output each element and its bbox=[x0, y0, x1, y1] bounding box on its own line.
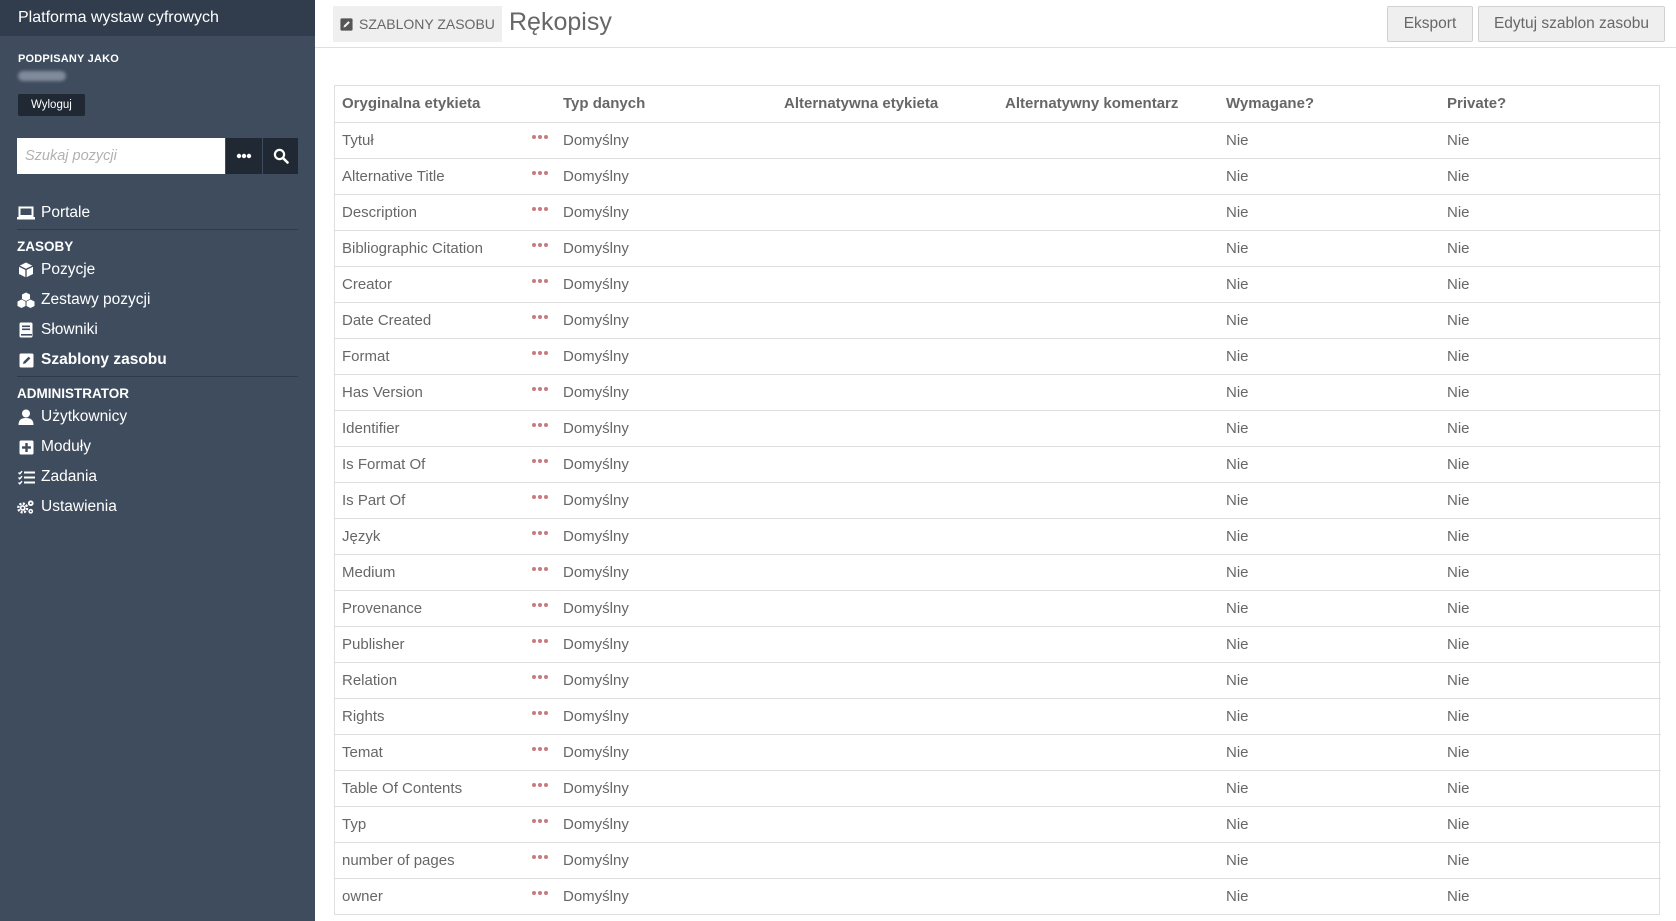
more-options-icon[interactable] bbox=[532, 891, 548, 895]
cell-type: Domyślny bbox=[556, 698, 777, 734]
cell-type: Domyślny bbox=[556, 338, 777, 374]
cell-required: Nie bbox=[1219, 338, 1440, 374]
breadcrumb-label: SZABLONY ZASOBU bbox=[359, 16, 495, 32]
cell-type: Domyślny bbox=[556, 554, 777, 590]
logout-button[interactable]: Wyloguj bbox=[18, 94, 85, 116]
cell-alt-label bbox=[777, 626, 998, 662]
cell-type: Domyślny bbox=[556, 194, 777, 230]
edit-template-button[interactable]: Edytuj szablon zasobu bbox=[1478, 6, 1665, 42]
cell-alt-comment bbox=[998, 230, 1219, 266]
original-label-cell bbox=[335, 374, 556, 410]
original-label-cell bbox=[335, 122, 556, 158]
sidebar-item-users[interactable] bbox=[17, 402, 298, 432]
sidebar-item-label: Zadania bbox=[41, 468, 98, 485]
properties-table bbox=[335, 86, 1661, 914]
cell-alt-label bbox=[777, 338, 998, 374]
page-header bbox=[315, 0, 1676, 48]
more-options-icon[interactable] bbox=[532, 135, 548, 139]
more-options-icon[interactable] bbox=[532, 747, 548, 751]
table-row bbox=[335, 806, 1661, 842]
edit-square-icon bbox=[340, 18, 353, 31]
property-label: Relation bbox=[342, 671, 398, 689]
cell-alt-comment bbox=[998, 374, 1219, 410]
original-label-cell bbox=[335, 554, 556, 590]
cell-required: Nie bbox=[1219, 590, 1440, 626]
cell-type: Domyślny bbox=[556, 626, 777, 662]
table-row bbox=[335, 770, 1661, 806]
cell-alt-label bbox=[777, 302, 998, 338]
original-label-cell bbox=[335, 626, 556, 662]
original-label-cell bbox=[335, 266, 556, 302]
cell-required: Nie bbox=[1219, 266, 1440, 302]
property-label: Język bbox=[342, 527, 381, 545]
nav-divider bbox=[17, 229, 298, 230]
table-row bbox=[335, 518, 1661, 554]
brand-title[interactable]: Platforma wystaw cyfrowych bbox=[0, 0, 315, 36]
tasks-icon bbox=[17, 468, 35, 486]
cell-required: Nie bbox=[1219, 482, 1440, 518]
sidebar-item-vocabularies[interactable] bbox=[17, 315, 298, 345]
more-options-icon[interactable] bbox=[532, 639, 548, 643]
column-header: Alternatywny komentarz bbox=[998, 86, 1219, 122]
plus-square-icon bbox=[17, 438, 35, 456]
table-row bbox=[335, 266, 1661, 302]
cell-type: Domyślny bbox=[556, 446, 777, 482]
cell-type: Domyślny bbox=[556, 770, 777, 806]
cell-required: Nie bbox=[1219, 446, 1440, 482]
cell-required: Nie bbox=[1219, 302, 1440, 338]
original-label-cell bbox=[335, 878, 556, 914]
more-options-icon[interactable] bbox=[532, 279, 548, 283]
cell-type: Domyślny bbox=[556, 374, 777, 410]
cell-private: Nie bbox=[1440, 338, 1661, 374]
table-row bbox=[335, 194, 1661, 230]
cell-required: Nie bbox=[1219, 518, 1440, 554]
property-label: Identifier bbox=[342, 419, 400, 437]
cell-alt-comment bbox=[998, 410, 1219, 446]
property-label: number of pages bbox=[342, 851, 455, 869]
property-label: Description bbox=[342, 203, 418, 221]
properties-table-container bbox=[334, 85, 1660, 915]
cell-type: Domyślny bbox=[563, 131, 629, 149]
more-options-icon[interactable] bbox=[532, 243, 548, 247]
cell-alt-label bbox=[777, 446, 998, 482]
cell-alt-label bbox=[777, 590, 998, 626]
sidebar-nav bbox=[17, 198, 298, 522]
table-row bbox=[335, 590, 1661, 626]
cell-alt-comment bbox=[998, 122, 1219, 158]
original-label-cell bbox=[335, 302, 556, 338]
cell-private: Nie bbox=[1440, 446, 1661, 482]
cell-private: Nie bbox=[1440, 554, 1661, 590]
search-input[interactable] bbox=[17, 138, 225, 174]
property-label: Rights bbox=[342, 707, 385, 725]
cell-private: Nie bbox=[1440, 518, 1661, 554]
original-label-cell bbox=[335, 482, 556, 518]
cell-alt-label bbox=[777, 266, 998, 302]
table-row bbox=[335, 158, 1661, 194]
sidebar-item-label: Zestawy pozycji bbox=[41, 291, 151, 308]
more-options-icon[interactable] bbox=[532, 495, 548, 499]
cell-private: Nie bbox=[1440, 158, 1661, 194]
cell-private: Nie bbox=[1440, 266, 1661, 302]
cell-alt-label bbox=[777, 230, 998, 266]
cell-private: Nie bbox=[1440, 734, 1661, 770]
sidebar-item-label: Słowniki bbox=[41, 321, 98, 338]
cell-alt-comment bbox=[998, 770, 1219, 806]
cell-type: Domyślny bbox=[556, 266, 777, 302]
table-row bbox=[335, 662, 1661, 698]
property-label: owner bbox=[342, 887, 383, 905]
cell-type: Domyślny bbox=[556, 806, 777, 842]
cell-type: Domyślny bbox=[556, 410, 777, 446]
more-options-icon[interactable] bbox=[532, 387, 548, 391]
cell-alt-comment bbox=[998, 698, 1219, 734]
cogs-icon bbox=[17, 498, 35, 516]
cell-required: Nie bbox=[1219, 878, 1440, 914]
sidebar-item-label: Pozycje bbox=[41, 261, 96, 278]
cell-required: Nie bbox=[1219, 230, 1440, 266]
sidebar-item-jobs[interactable] bbox=[17, 462, 298, 492]
more-options-icon[interactable] bbox=[532, 315, 548, 319]
column-header: Private? bbox=[1440, 86, 1661, 122]
column-header: Wymagane? bbox=[1219, 86, 1440, 122]
more-options-icon[interactable] bbox=[532, 675, 548, 679]
sidebar-item-label: Ustawienia bbox=[41, 498, 117, 515]
cell-alt-label bbox=[777, 194, 998, 230]
sidebar-item-portals[interactable] bbox=[17, 198, 298, 228]
user-name-redacted[interactable] bbox=[18, 71, 66, 81]
cubes-icon bbox=[17, 291, 35, 309]
cell-alt-label bbox=[777, 698, 998, 734]
search-form bbox=[17, 138, 298, 174]
user-icon bbox=[17, 408, 35, 426]
property-label: Format bbox=[342, 347, 390, 365]
cell-private: Nie bbox=[1440, 770, 1661, 806]
cell-alt-comment bbox=[998, 662, 1219, 698]
search-icon bbox=[273, 148, 289, 164]
nav-heading-admin: ADMINISTRATOR bbox=[17, 386, 129, 401]
cell-required: Nie bbox=[1219, 770, 1440, 806]
cell-required: Nie bbox=[1219, 158, 1440, 194]
advanced-search-button[interactable] bbox=[226, 138, 262, 174]
original-label-cell bbox=[335, 158, 556, 194]
cell-type: Domyślny bbox=[556, 482, 777, 518]
more-options-icon[interactable] bbox=[532, 531, 548, 535]
property-label: Publisher bbox=[342, 635, 405, 653]
cell-private: Nie bbox=[1440, 698, 1661, 734]
table-row bbox=[335, 338, 1661, 374]
cell-alt-comment bbox=[998, 842, 1219, 878]
cell-private: Nie bbox=[1447, 131, 1470, 149]
cell-type: Domyślny bbox=[556, 158, 777, 194]
column-header: Alternatywna etykieta bbox=[777, 86, 998, 122]
cell-private: Nie bbox=[1440, 374, 1661, 410]
cell-type: Domyślny bbox=[556, 734, 777, 770]
cell-private: Nie bbox=[1440, 230, 1661, 266]
table-row bbox=[335, 698, 1661, 734]
property-label: Date Created bbox=[342, 311, 432, 329]
cell-private: Nie bbox=[1440, 806, 1661, 842]
cell-alt-label bbox=[777, 482, 998, 518]
cell-type: Domyślny bbox=[556, 518, 777, 554]
column-header: Oryginalna etykieta bbox=[335, 86, 556, 122]
property-label: Is Part Of bbox=[342, 491, 406, 509]
original-label-cell bbox=[335, 806, 556, 842]
table-row bbox=[335, 122, 1661, 158]
sidebar-item-resource-templates[interactable] bbox=[17, 345, 298, 375]
cell-alt-comment bbox=[998, 518, 1219, 554]
table-header-row bbox=[335, 86, 1661, 122]
laptop-icon bbox=[17, 204, 35, 222]
cell-alt-comment bbox=[998, 878, 1219, 914]
property-label: Has Version bbox=[342, 383, 423, 401]
cell-alt-comment bbox=[998, 806, 1219, 842]
property-label: Typ bbox=[342, 815, 367, 833]
nav-heading-resources: ZASOBY bbox=[17, 239, 74, 254]
table-row bbox=[335, 878, 1661, 914]
cell-alt-label bbox=[777, 878, 998, 914]
more-options-icon[interactable] bbox=[532, 855, 548, 859]
sidebar-item-label: Moduły bbox=[41, 438, 91, 455]
table-row bbox=[335, 410, 1661, 446]
cell-required: Nie bbox=[1219, 374, 1440, 410]
cell-type: Domyślny bbox=[556, 590, 777, 626]
cell-alt-comment bbox=[998, 590, 1219, 626]
property-label: Provenance bbox=[342, 599, 423, 617]
sidebar-item-item-sets[interactable] bbox=[17, 285, 298, 315]
page-title: Rękopisy bbox=[509, 8, 612, 36]
cell-private: Nie bbox=[1440, 626, 1661, 662]
cell-private: Nie bbox=[1440, 590, 1661, 626]
cell-alt-label bbox=[777, 554, 998, 590]
table-row bbox=[335, 230, 1661, 266]
cell-private: Nie bbox=[1440, 878, 1661, 914]
property-label: Temat bbox=[342, 743, 383, 761]
cell-alt-comment bbox=[998, 446, 1219, 482]
signed-in-label: PODPISANY JAKO bbox=[18, 53, 120, 65]
search-submit-button[interactable] bbox=[263, 138, 298, 174]
column-header: Typ danych bbox=[556, 86, 777, 122]
more-options-icon[interactable] bbox=[532, 567, 548, 571]
more-options-icon[interactable] bbox=[532, 819, 548, 823]
cube-icon bbox=[17, 261, 35, 279]
sidebar-item-label: Portale bbox=[41, 204, 91, 221]
cell-alt-comment bbox=[998, 302, 1219, 338]
sidebar bbox=[0, 0, 315, 921]
property-label: Tytuł bbox=[342, 131, 374, 149]
table-row bbox=[335, 302, 1661, 338]
cell-alt-label bbox=[777, 410, 998, 446]
more-options-icon[interactable] bbox=[532, 711, 548, 715]
table-row bbox=[335, 554, 1661, 590]
cell-alt-label bbox=[777, 374, 998, 410]
original-label-cell bbox=[335, 734, 556, 770]
export-button[interactable]: Eksport bbox=[1387, 6, 1473, 42]
cell-private: Nie bbox=[1440, 194, 1661, 230]
cell-type: Domyślny bbox=[556, 302, 777, 338]
cell-type: Domyślny bbox=[556, 230, 777, 266]
cell-private: Nie bbox=[1440, 662, 1661, 698]
cell-alt-comment bbox=[998, 554, 1219, 590]
cell-required: Nie bbox=[1219, 554, 1440, 590]
sidebar-item-label: Szablony zasobu bbox=[41, 351, 167, 368]
original-label-cell bbox=[335, 410, 556, 446]
more-options-icon[interactable] bbox=[532, 459, 548, 463]
sidebar-item-modules[interactable] bbox=[17, 432, 298, 462]
more-options-icon[interactable] bbox=[532, 171, 548, 175]
sidebar-item-label: Użytkownicy bbox=[41, 408, 128, 425]
original-label-cell bbox=[335, 194, 556, 230]
more-options-icon[interactable] bbox=[532, 423, 548, 427]
table-row bbox=[335, 446, 1661, 482]
cell-alt-comment bbox=[998, 626, 1219, 662]
cell-type: Domyślny bbox=[556, 842, 777, 878]
cell-alt-label bbox=[777, 770, 998, 806]
cell-alt-label bbox=[777, 842, 998, 878]
edit-square-icon bbox=[17, 351, 35, 369]
original-label-cell bbox=[335, 518, 556, 554]
cell-private: Nie bbox=[1440, 842, 1661, 878]
property-label: Bibliographic Citation bbox=[342, 239, 483, 257]
sidebar-item-items[interactable] bbox=[17, 255, 298, 285]
ellipsis-icon bbox=[236, 153, 252, 159]
original-label-cell bbox=[335, 842, 556, 878]
cell-type: Domyślny bbox=[556, 878, 777, 914]
more-options-icon[interactable] bbox=[532, 603, 548, 607]
cell-required: Nie bbox=[1226, 131, 1249, 149]
cell-type: Domyślny bbox=[556, 662, 777, 698]
property-label: Alternative Title bbox=[342, 167, 445, 185]
sidebar-item-settings[interactable] bbox=[17, 492, 298, 522]
property-label: Creator bbox=[342, 275, 393, 293]
cell-alt-label bbox=[777, 122, 998, 158]
cell-required: Nie bbox=[1219, 194, 1440, 230]
property-label: Medium bbox=[342, 563, 396, 581]
cell-required: Nie bbox=[1219, 734, 1440, 770]
cell-alt-comment bbox=[998, 338, 1219, 374]
cell-alt-comment bbox=[998, 734, 1219, 770]
book-icon bbox=[17, 321, 35, 339]
original-label-cell bbox=[335, 230, 556, 266]
cell-required: Nie bbox=[1219, 662, 1440, 698]
cell-alt-comment bbox=[998, 266, 1219, 302]
original-label-cell bbox=[335, 446, 556, 482]
cell-alt-label bbox=[777, 806, 998, 842]
table-row bbox=[335, 734, 1661, 770]
original-label-cell bbox=[335, 590, 556, 626]
cell-required: Nie bbox=[1219, 698, 1440, 734]
cell-private: Nie bbox=[1440, 482, 1661, 518]
cell-required: Nie bbox=[1219, 842, 1440, 878]
nav-divider bbox=[17, 376, 298, 377]
more-options-icon[interactable] bbox=[532, 207, 548, 211]
original-label-cell bbox=[335, 662, 556, 698]
table-row bbox=[335, 842, 1661, 878]
cell-alt-label bbox=[777, 734, 998, 770]
more-options-icon[interactable] bbox=[532, 351, 548, 355]
cell-alt-comment bbox=[998, 482, 1219, 518]
cell-required: Nie bbox=[1219, 410, 1440, 446]
cell-required: Nie bbox=[1219, 806, 1440, 842]
more-options-icon[interactable] bbox=[532, 783, 548, 787]
table-row bbox=[335, 374, 1661, 410]
original-label-cell bbox=[335, 338, 556, 374]
property-label: Table Of Contents bbox=[342, 779, 463, 797]
cell-alt-label bbox=[777, 662, 998, 698]
breadcrumb[interactable] bbox=[333, 6, 502, 42]
cell-alt-comment bbox=[998, 158, 1219, 194]
cell-private: Nie bbox=[1440, 302, 1661, 338]
table-body bbox=[335, 122, 1661, 914]
cell-alt-comment bbox=[998, 194, 1219, 230]
table-row bbox=[335, 482, 1661, 518]
property-label: Is Format Of bbox=[342, 455, 426, 473]
original-label-cell bbox=[335, 698, 556, 734]
user-block bbox=[0, 36, 315, 116]
cell-required: Nie bbox=[1219, 626, 1440, 662]
cell-alt-label bbox=[777, 518, 998, 554]
table-row bbox=[335, 626, 1661, 662]
cell-alt-label bbox=[777, 158, 998, 194]
original-label-cell bbox=[335, 770, 556, 806]
cell-private: Nie bbox=[1440, 410, 1661, 446]
